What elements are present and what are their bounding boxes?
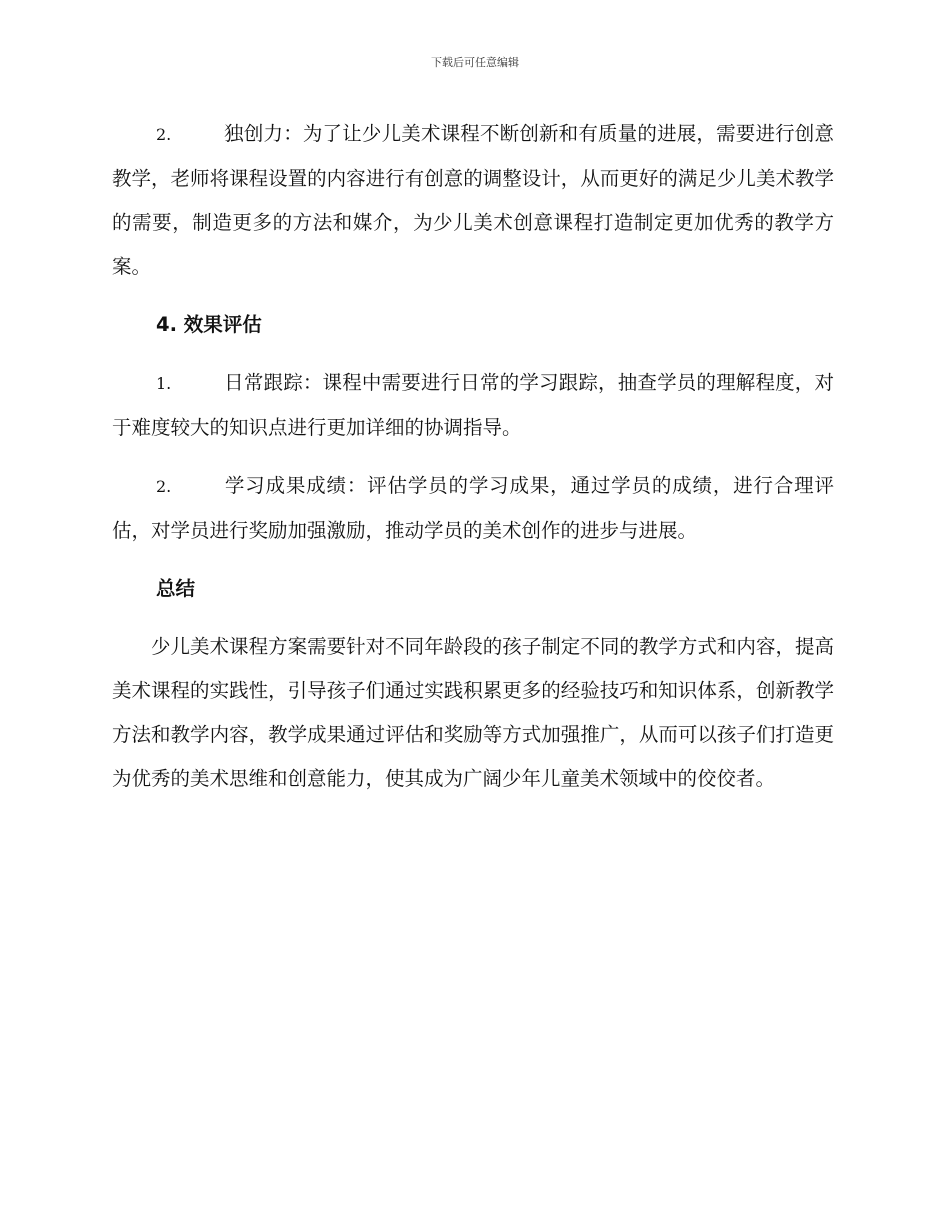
list-item-number: 1. <box>156 374 172 393</box>
section-heading-evaluation: 4. 效果评估 <box>156 313 262 336</box>
list-item-text: 学习成果成绩：评估学员的学习成果，通过学员的成绩，进行合理评估，对学员进行奖励加强激励，推动学员的美术创作的进步与进展。 <box>112 474 834 542</box>
list-item-number: 2. <box>156 477 172 496</box>
page-header: 下载后可任意编辑 <box>431 56 519 69</box>
document-body <box>112 112 834 815</box>
list-item-tracking <box>112 361 834 450</box>
list-item-creativity <box>112 112 834 289</box>
list-item-text: 日常跟踪：课程中需要进行日常的学习跟踪，抽查学员的理解程度，对于难度较大的知识点进行更加详细的协调指导。 <box>112 371 834 439</box>
summary-paragraph: 少儿美术课程方案需要针对不同年龄段的孩子制定不同的教学方式和内容，提高美术课程的实践性，引导孩子们通过实践积累更多的经验技巧和知识体系，创新教学方法和教学内容，教学成果通过评估和奖励等方式加强推广，从而可以孩子们打造更为优秀的美术思维和创意能力，使其成为广阔少年儿童美术领域中的佼佼者。 <box>112 635 834 790</box>
list-item-number: 2. <box>156 125 172 144</box>
list-item-text: 独创力：为了让少儿美术课程不断创新和有质量的进展，需要进行创意教学，老师将课程设置的内容进行有创意的调整设计，从而更好的满足少儿美术教学的需要，制造更多的方法和媒介，为少儿美术创意课程打造制定更加优秀的教学方案。 <box>112 122 834 278</box>
section-heading-summary: 总结 <box>156 577 196 600</box>
list-item-results <box>112 464 834 553</box>
